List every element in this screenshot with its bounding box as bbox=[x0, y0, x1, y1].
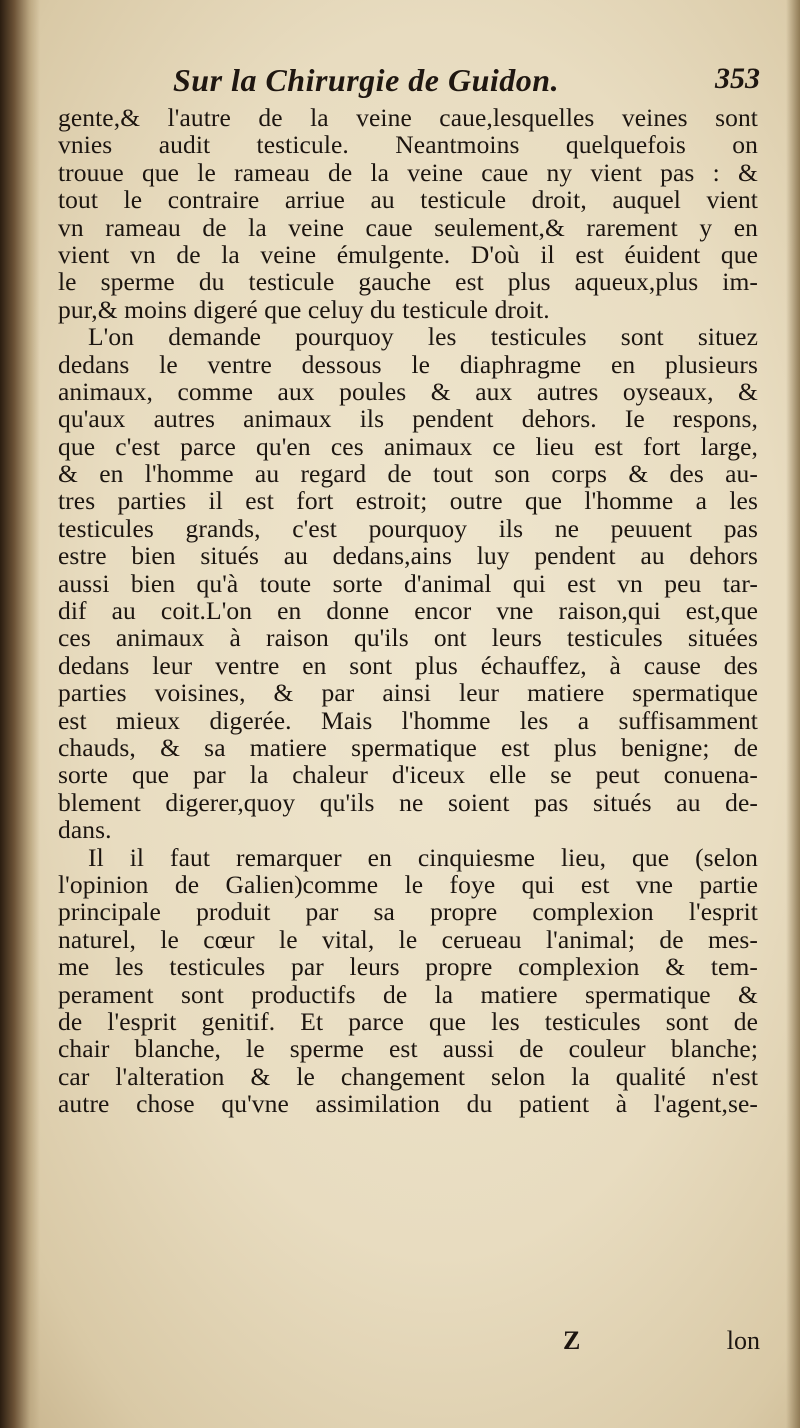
text-line: sorte que par la chaleur d'iceux elle se peut conuena- bbox=[58, 760, 758, 790]
text-line: de l'esprit genitif. Et parce que les testicules sont de bbox=[58, 1006, 758, 1036]
text-line: pur,& moins digeré que celuy du testicule droit. bbox=[58, 294, 550, 324]
text-line: ces animaux à raison qu'ils ont leurs testicules situées bbox=[58, 623, 758, 653]
text-line: chair blanche, le sperme est aussi de couleur blanche; bbox=[58, 1034, 758, 1064]
text-line: dans. bbox=[58, 815, 112, 845]
text-line: testicules grands, c'est pourquoy ils ne peuuent pas bbox=[58, 513, 758, 543]
page-number: 353 bbox=[715, 62, 760, 95]
text-line: naturel, le cœur le vital, le cerueau l'animal; de mes- bbox=[58, 924, 758, 954]
text-line: que c'est parce qu'en ces animaux ce lieu est fort large, bbox=[58, 431, 758, 461]
text-line: L'on demande pourquoy les testicules sont situez bbox=[88, 322, 758, 352]
text-line: blement digerer,quoy qu'ils ne soient pas situés au de- bbox=[58, 787, 758, 817]
text-line: perament sont productifs de la matiere spermatique & bbox=[58, 979, 758, 1009]
text-line: parties voisines, & par ainsi leur matiere spermatique bbox=[58, 678, 758, 708]
page-header bbox=[55, 62, 760, 108]
text-line: Il il faut remarquer en cinquiesme lieu, que (selon bbox=[88, 842, 758, 872]
page-footer bbox=[55, 1326, 760, 1360]
text-line: dedans leur ventre en sont plus échauffez, à cause des bbox=[58, 650, 758, 680]
text-line: me les testicules par leurs propre complexion & tem- bbox=[58, 952, 758, 982]
text-line: & en l'homme au regard de tout son corps & des au- bbox=[58, 459, 758, 489]
signature-mark: Z bbox=[563, 1326, 581, 1355]
text-line: le sperme du testicule gauche est plus aqueux,plus im- bbox=[58, 267, 758, 297]
text-line: qu'aux autres animaux ils pendent dehors. Ie respons, bbox=[58, 404, 758, 434]
text-line: vient vn de la veine émulgente. D'où il est éuident que bbox=[58, 239, 758, 269]
text-line: aussi bien qu'à toute sorte d'animal qui est vn peu tar- bbox=[58, 568, 758, 598]
text-line: dedans le ventre dessous le diaphragme en plusieurs bbox=[58, 349, 758, 379]
page-edge bbox=[786, 0, 800, 1428]
text-line: vn rameau de la veine caue seulement,& rarement y en bbox=[58, 212, 758, 242]
text-line: dif au coit.L'on en donne encor vne raison,qui est,que bbox=[58, 596, 758, 626]
text-line: gente,& l'autre de la veine caue,lesquelles veines sont bbox=[58, 103, 758, 132]
text-line: trouue que le rameau de la veine caue ny vient pas : & bbox=[58, 157, 758, 187]
text-line: car l'alteration & le changement selon la qualité n'est bbox=[58, 1061, 758, 1091]
catchword: lon bbox=[726, 1326, 760, 1355]
text-line: est mieux digerée. Mais l'homme les a suffisamment bbox=[58, 705, 758, 735]
text-line: tout le contraire arriue au testicule droit, auquel vient bbox=[58, 185, 758, 215]
text-line: vnies audit testicule. Neantmoins quelquefois on bbox=[58, 130, 758, 160]
body-text bbox=[58, 104, 758, 1117]
text-line: chauds, & sa matiere spermatique est plus benigne; de bbox=[58, 732, 758, 762]
text-line: autre chose qu'vne assimilation du patient à l'agent,se- bbox=[58, 1089, 758, 1119]
text-line: animaux, comme aux poules & aux autres oyseaux, & bbox=[58, 376, 758, 406]
text-line: principale produit par sa propre complexion l'esprit bbox=[58, 897, 758, 927]
text-line: l'opinion de Galien)comme le foye qui est vne partie bbox=[58, 869, 758, 899]
text-line: estre bien situés au dedans,ains luy pendent au dehors bbox=[58, 541, 758, 571]
text-line: tres parties il est fort estroit; outre que l'homme a les bbox=[58, 486, 758, 516]
running-title: Sur la Chirurgie de Guidon. bbox=[173, 62, 560, 98]
binding-gutter bbox=[0, 0, 40, 1428]
